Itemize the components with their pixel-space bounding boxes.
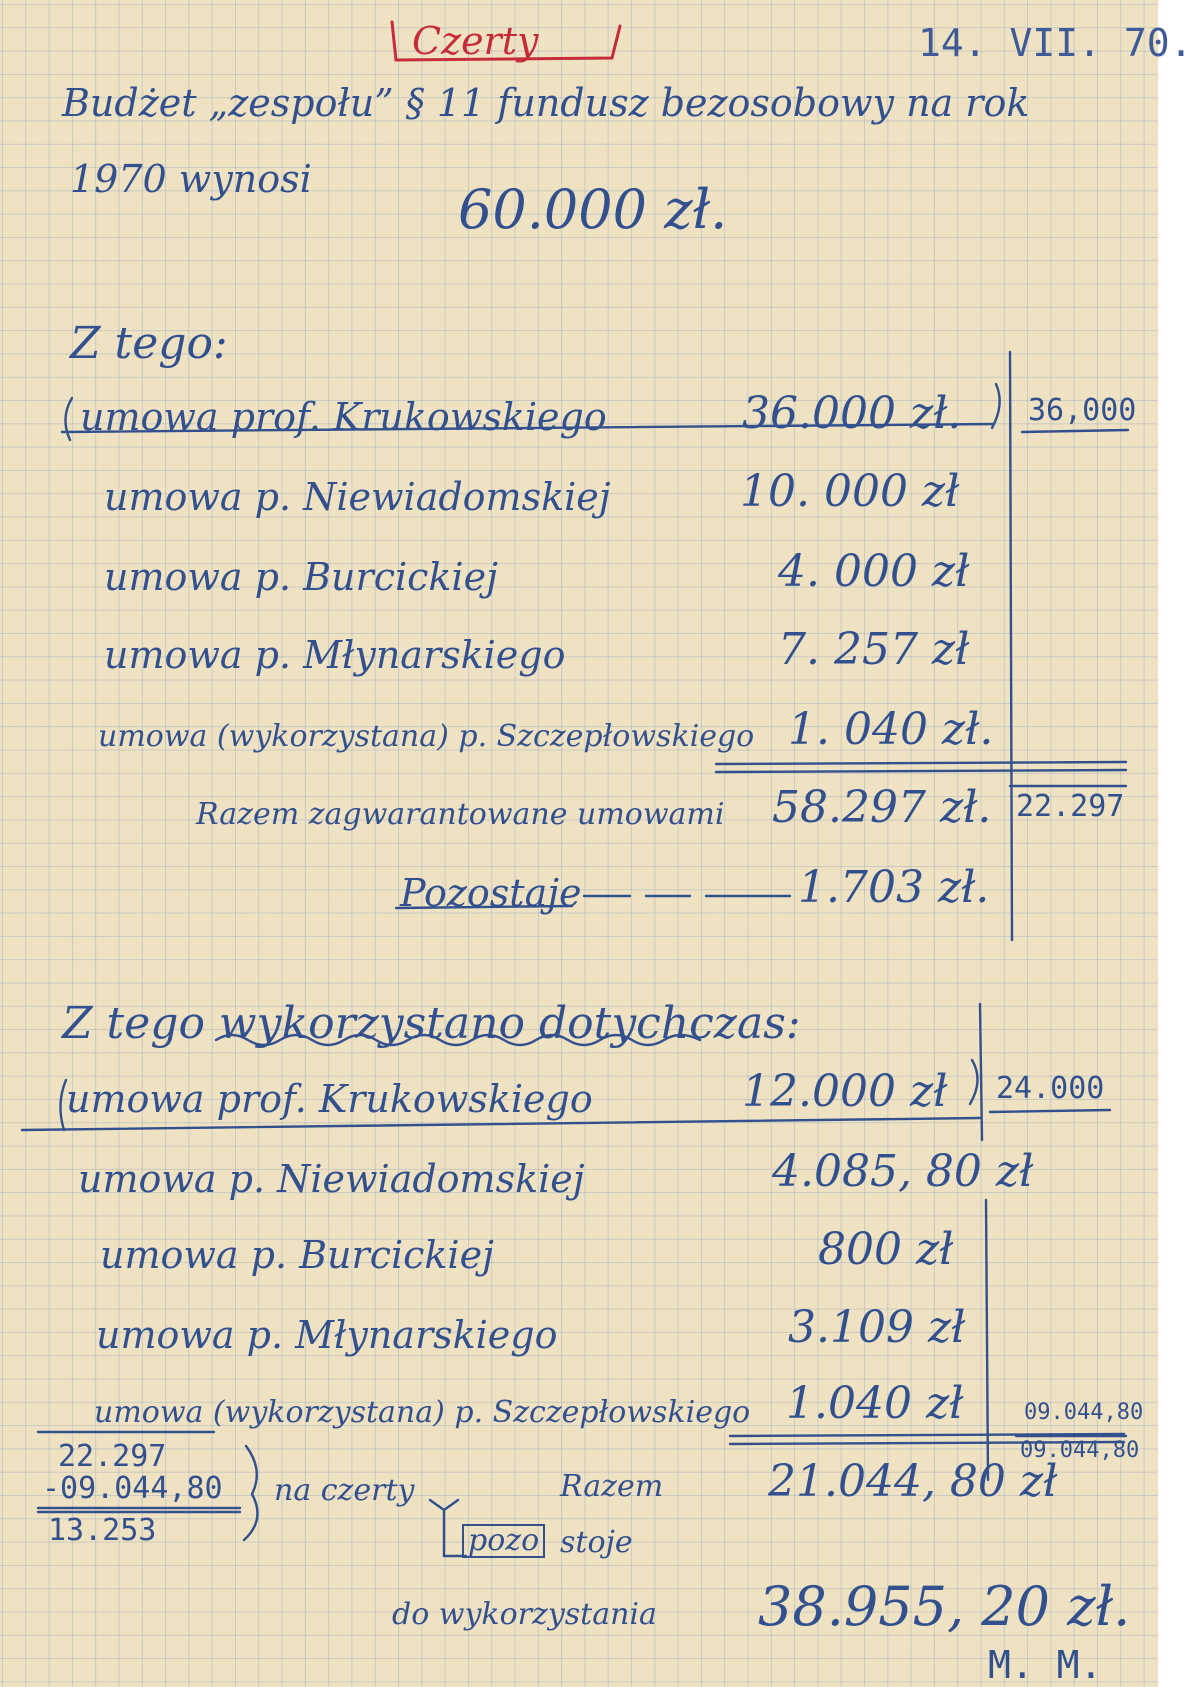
intro-line-1: Budżet „zespołu” § 11 fundusz bezosobowy na rok [62,81,1030,125]
section2-remaining-label: do wykorzystania [392,1597,657,1632]
header-label: Czerty [412,19,539,63]
section1-row-label: umowa prof. Krukowskiego [80,395,607,439]
calc-line-2: -09.044,80 [42,1471,223,1506]
underline-stroke [22,1118,980,1130]
section2-side-note-1: 09.044,80 [1024,1400,1144,1425]
intro-total: 60.000 zł. [458,178,728,241]
wavy-underline [216,1035,700,1045]
calc-line-1: 22.297 [58,1439,167,1474]
section2-row-amount: 1.040 zł [786,1378,964,1429]
bracket-stroke [65,398,72,440]
section2-remaining-value: 38.955, 20 zł. [758,1575,1131,1638]
section2-row-amount: 4.085, 80 zł [772,1146,1034,1197]
vertical-rule [986,1200,988,1480]
section1-row-amount: 36.000 zł. [742,388,962,439]
section2-row-label: umowa (wykorzystana) p. Szczepłowskiego [94,1395,751,1430]
section2-row-amount: 3.109 zł [788,1302,966,1353]
section2-heading: Z tego wykorzystano dotychczas: [62,998,801,1049]
section1-remainder-value: 1.703 zł. [798,862,990,913]
brace-stroke [970,1060,978,1104]
sum-line [730,1442,1124,1444]
section1-side-note-top: 36,000 [1028,393,1137,428]
sum-line [716,762,1126,764]
section2-row-label: umowa p. Niewiadomskiej [78,1157,585,1201]
sum-line [716,770,1126,772]
vertical-rule [980,1004,982,1140]
section1-total-label: Razem zagwarantowane umowami [196,797,725,832]
section1-row-amount: 7. 257 zł [778,624,970,675]
section2-total-value: 21.044, 80 zł [768,1456,1058,1507]
vertical-rule [1010,352,1012,940]
section1-row-amount: 10. 000 zł [740,466,960,517]
brace-stroke [992,384,1000,428]
section1-remainder-label: Pozostaje [400,871,582,915]
section1-row-label: umowa p. Burcickiej [104,555,498,599]
calc-brace [244,1446,257,1540]
bracket-stroke [60,1080,66,1130]
section2-remaining-word-boxed: pozo [462,1524,545,1558]
side-underline [990,1110,1110,1112]
section2-remaining-word-rest: stoje [560,1525,633,1560]
section2-row-label: umowa p. Burcickiej [100,1233,494,1277]
section1-total-value: 58.297 zł. [772,782,992,833]
calc-note: na czerty [274,1473,415,1508]
section2-side-note-top: 24.000 [996,1071,1105,1106]
section2-total-label: Razem [560,1469,664,1504]
intro-line-2: 1970 wynosi [70,157,312,201]
section1-heading: Z tego: [70,318,228,369]
red-pencil-mark [392,19,620,63]
initials: M. M. [988,1643,1103,1687]
section1-row-amount: 4. 000 zł [778,546,970,597]
section2-row-amount: 800 zł [818,1224,954,1275]
underline-stroke [396,906,572,908]
side-underline [1022,430,1128,432]
underline-stroke [62,424,994,432]
section2-row-label: umowa prof. Krukowskiego [66,1077,593,1121]
section1-row-amount: 1. 040 zł. [788,704,994,755]
section2-row-amount: 12.000 zł [742,1066,948,1117]
header-date: 14. VII. 70. [918,21,1193,65]
section1-row-label: umowa p. Młynarskiego [104,633,566,677]
calc-result: 13.253 [48,1513,157,1548]
section2-side-note-2: 09.044,80 [1020,1438,1140,1463]
arrow-stroke [430,1500,458,1556]
section1-row-label: umowa p. Niewiadomskiej [104,475,611,519]
section1-row-label: umowa (wykorzystana) p. Szczepłowskiego [98,719,755,754]
section2-row-label: umowa p. Młynarskiego [96,1313,558,1357]
section1-side-note-bottom: 22.297 [1016,789,1125,824]
